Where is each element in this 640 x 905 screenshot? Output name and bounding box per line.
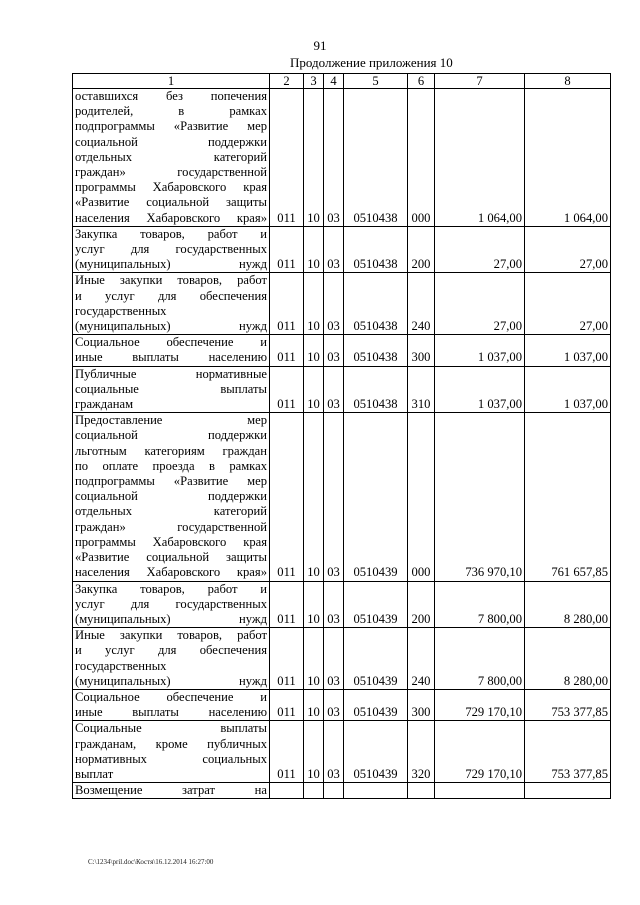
description-line: Социальное обеспечение и [75, 335, 267, 350]
section-code-cell: 10 [304, 89, 324, 227]
header-cell: 8 [525, 74, 611, 89]
description-line: нормативных социальных [75, 751, 267, 766]
description-line: иные выплаты населению [75, 705, 267, 720]
description-line: программы Хабаровского края [75, 534, 267, 549]
header-row [73, 74, 611, 89]
amount-2016-cell: 761 657,85 [525, 413, 611, 581]
description-line: социальной поддержки [75, 428, 267, 443]
amount-2016-cell: 1 037,00 [525, 366, 611, 413]
description-line: отдельных категорий [75, 504, 267, 519]
description-line: Социальное обеспечение и [75, 689, 267, 704]
table-row [73, 273, 611, 335]
description-line: граждан» государственной [75, 519, 267, 534]
page-number: 91 [313, 38, 327, 53]
amount-2015-cell: 729 170,10 [435, 689, 525, 720]
amount-2015-cell [435, 783, 525, 799]
header-cell: 5 [344, 74, 408, 89]
description-line: родителей, в рамках [75, 104, 267, 119]
expense-type-cell: 240 [408, 628, 435, 690]
amount-2015-cell: 1 037,00 [435, 366, 525, 413]
description-line: Закупка товаров, работ и [75, 226, 267, 241]
description-line: оставшихся без попечения [75, 89, 267, 103]
description-line: (муниципальных) нужд [75, 319, 267, 334]
table-row [73, 226, 611, 273]
table-row [73, 366, 611, 413]
table-row [73, 89, 611, 227]
amount-2015-cell: 1 037,00 [435, 335, 525, 366]
description-line: «Развитие социальной защиты [75, 550, 267, 565]
section-code-cell: 10 [304, 413, 324, 581]
target-article-cell: 0510439 [344, 628, 408, 690]
table-row [73, 783, 611, 799]
subsection-code-cell: 03 [324, 366, 344, 413]
ministry-code-cell: 011 [270, 89, 304, 227]
subsection-code-cell: 03 [324, 273, 344, 335]
description-line: Иные закупки товаров, работ [75, 273, 267, 288]
expense-type-cell: 320 [408, 721, 435, 783]
ministry-code-cell: 011 [270, 226, 304, 273]
expense-type-cell: 200 [408, 226, 435, 273]
subsection-code-cell: 03 [324, 226, 344, 273]
description-line: Публичные нормативные [75, 366, 267, 381]
description-line: Социальные выплаты [75, 721, 267, 736]
description-line: социальной поддержки [75, 489, 267, 504]
target-article-cell: 0510438 [344, 366, 408, 413]
target-article-cell: 0510439 [344, 689, 408, 720]
amount-2016-cell: 1 064,00 [525, 89, 611, 227]
description-line: (муниципальных) нужд [75, 611, 267, 626]
amount-2016-cell: 27,00 [525, 273, 611, 335]
subsection-code-cell: 03 [324, 335, 344, 366]
ministry-code-cell: 011 [270, 581, 304, 628]
header-cell: 3 [304, 74, 324, 89]
description-line: Предоставление мер [75, 413, 267, 428]
description-line: по оплате проезда в рамках [75, 458, 267, 473]
file-path-footer: C:\1234\pril.doc\Костя\16.12.2014 16:27:00 [88, 858, 214, 866]
expense-type-cell [408, 783, 435, 799]
amount-2016-cell: 8 280,00 [525, 581, 611, 628]
subsection-code-cell: 03 [324, 628, 344, 690]
amount-2015-cell: 27,00 [435, 226, 525, 273]
target-article-cell: 0510438 [344, 335, 408, 366]
amount-2015-cell: 1 064,00 [435, 89, 525, 227]
section-code-cell: 10 [304, 689, 324, 720]
description-line: иные выплаты населению [75, 350, 267, 365]
table-row [73, 628, 611, 690]
ministry-code-cell: 011 [270, 689, 304, 720]
description-line: (муниципальных) нужд [75, 257, 267, 272]
section-code-cell: 10 [304, 273, 324, 335]
section-code-cell: 10 [304, 628, 324, 690]
header-cell: 2 [270, 74, 304, 89]
amount-2015-cell: 736 970,10 [435, 413, 525, 581]
description-cell [73, 628, 270, 690]
amount-2015-cell: 7 800,00 [435, 628, 525, 690]
amount-2015-cell: 729 170,10 [435, 721, 525, 783]
description-line: и услуг для обеспечения [75, 288, 267, 303]
ministry-code-cell: 011 [270, 628, 304, 690]
description-cell [73, 581, 270, 628]
budget-table [72, 73, 611, 799]
table-row [73, 721, 611, 783]
ministry-code-cell: 011 [270, 721, 304, 783]
header-cell: 7 [435, 74, 525, 89]
description-line: населения Хабаровского края» [75, 210, 267, 225]
description-line: социальной поддержки [75, 134, 267, 149]
expense-type-cell: 000 [408, 413, 435, 581]
section-code-cell: 10 [304, 366, 324, 413]
description-cell [73, 783, 270, 799]
amount-2016-cell [525, 783, 611, 799]
amount-2015-cell: 7 800,00 [435, 581, 525, 628]
description-line: социальные выплаты [75, 381, 267, 396]
subsection-code-cell: 03 [324, 689, 344, 720]
amount-2016-cell: 27,00 [525, 226, 611, 273]
header-cell: 6 [408, 74, 435, 89]
section-code-cell: 10 [304, 226, 324, 273]
description-line: «Развитие социальной защиты [75, 195, 267, 210]
subsection-code-cell: 03 [324, 721, 344, 783]
table-row [73, 413, 611, 581]
section-code-cell: 10 [304, 335, 324, 366]
header-cell: 4 [324, 74, 344, 89]
ministry-code-cell [270, 783, 304, 799]
section-code-cell: 10 [304, 721, 324, 783]
target-article-cell [344, 783, 408, 799]
target-article-cell: 0510439 [344, 413, 408, 581]
ministry-code-cell: 011 [270, 273, 304, 335]
description-line: подпрограммы «Развитие мер [75, 119, 267, 134]
expense-type-cell: 000 [408, 89, 435, 227]
description-line: отдельных категорий [75, 149, 267, 164]
amount-2016-cell: 753 377,85 [525, 689, 611, 720]
table-row [73, 335, 611, 366]
description-cell [73, 226, 270, 273]
section-code-cell: 10 [304, 581, 324, 628]
description-line: льготным категориям граждан [75, 443, 267, 458]
ministry-code-cell: 011 [270, 335, 304, 366]
description-line: граждан» государственной [75, 165, 267, 180]
subsection-code-cell: 03 [324, 89, 344, 227]
description-line: государственных [75, 658, 167, 673]
description-cell [73, 273, 270, 335]
subsection-code-cell: 03 [324, 413, 344, 581]
description-line: выплат [75, 766, 114, 781]
target-article-cell: 0510438 [344, 226, 408, 273]
description-line: подпрограммы «Развитие мер [75, 474, 267, 489]
ministry-code-cell: 011 [270, 366, 304, 413]
expense-type-cell: 300 [408, 335, 435, 366]
description-cell [73, 366, 270, 413]
expense-type-cell: 240 [408, 273, 435, 335]
description-cell [73, 413, 270, 581]
table-row [73, 581, 611, 628]
section-code-cell [304, 783, 324, 799]
target-article-cell: 0510439 [344, 721, 408, 783]
description-line: услуг для государственных [75, 596, 267, 611]
description-cell [73, 335, 270, 366]
amount-2015-cell: 27,00 [435, 273, 525, 335]
description-line: государственных [75, 303, 167, 318]
description-line: Иные закупки товаров, работ [75, 628, 267, 643]
description-cell [73, 689, 270, 720]
expense-type-cell: 200 [408, 581, 435, 628]
description-line: Возмещение затрат на [75, 783, 267, 798]
target-article-cell: 0510438 [344, 89, 408, 227]
description-cell [73, 89, 270, 227]
amount-2016-cell: 753 377,85 [525, 721, 611, 783]
subsection-code-cell [324, 783, 344, 799]
description-line: программы Хабаровского края [75, 180, 267, 195]
description-line: (муниципальных) нужд [75, 673, 267, 688]
expense-type-cell: 310 [408, 366, 435, 413]
amount-2016-cell: 1 037,00 [525, 335, 611, 366]
description-line: гражданам, кроме публичных [75, 736, 267, 751]
continuation-heading: Продолжение приложения 10 [290, 55, 453, 70]
description-line: населения Хабаровского края» [75, 565, 267, 580]
description-line: гражданам [75, 397, 134, 412]
description-line: и услуг для обеспечения [75, 643, 267, 658]
header-cell: 1 [73, 74, 270, 89]
description-line: Закупка товаров, работ и [75, 581, 267, 596]
ministry-code-cell: 011 [270, 413, 304, 581]
subsection-code-cell: 03 [324, 581, 344, 628]
target-article-cell: 0510438 [344, 273, 408, 335]
table-row [73, 689, 611, 720]
amount-2016-cell: 8 280,00 [525, 628, 611, 690]
description-cell [73, 721, 270, 783]
description-line: услуг для государственных [75, 242, 267, 257]
expense-type-cell: 300 [408, 689, 435, 720]
target-article-cell: 0510439 [344, 581, 408, 628]
